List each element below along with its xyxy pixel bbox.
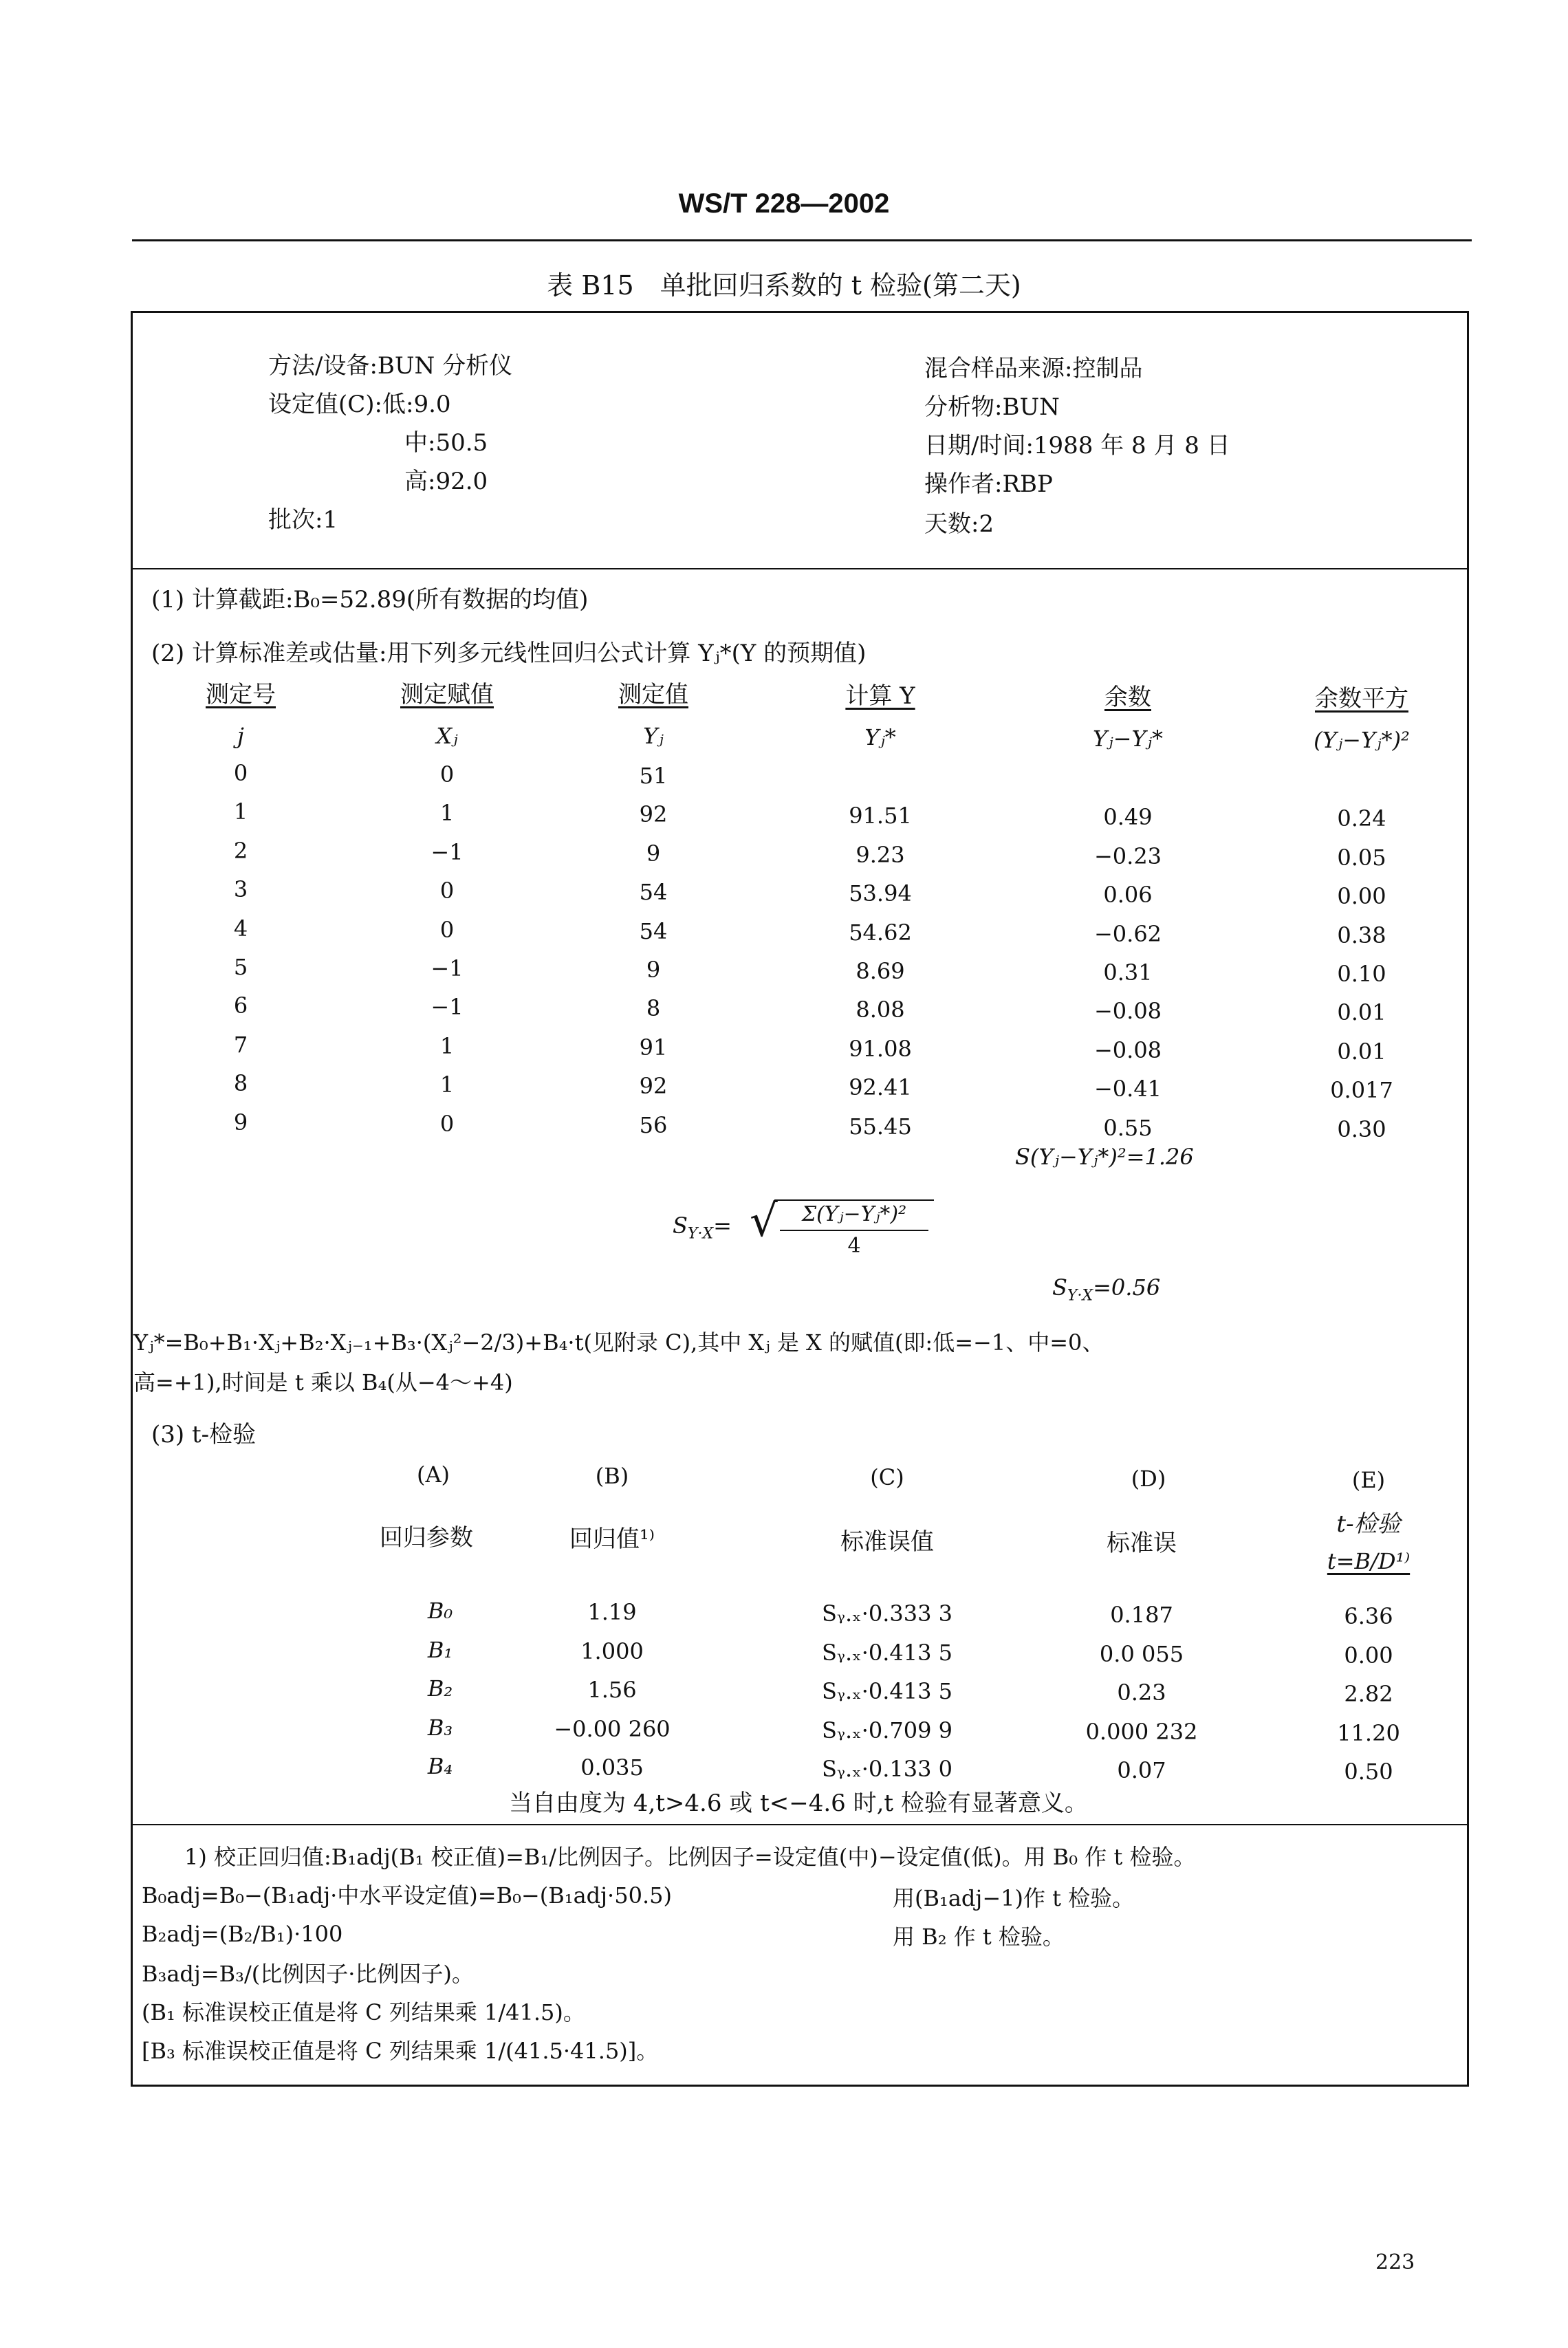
t-test-cell: 0.000 232 (1085, 1718, 1198, 1745)
model-line-2: 高=+1),时间是 t 乘以 B₄(从−4～+4) (133, 1369, 513, 1395)
t-test-cell: 11.20 (1337, 1719, 1400, 1746)
col-symbol-x: Xⱼ (436, 723, 458, 749)
residual-cell: 54 (639, 917, 668, 944)
residual-cell: 0.01 (1337, 1038, 1386, 1065)
info-analyte: 分析物:BUN (924, 393, 1060, 421)
residual-cell: 7 (233, 1031, 248, 1058)
t-test-cell: B₃ (427, 1714, 453, 1741)
residual-sum: S(Yⱼ−Yⱼ*)²=1.26 (1015, 1144, 1194, 1170)
t-test-cell: 0.0 055 (1099, 1640, 1184, 1667)
residual-cell: 0 (439, 1110, 455, 1137)
residual-cell: 1 (439, 1032, 455, 1059)
info-day: 天数:2 (924, 510, 994, 538)
residual-cell: 2 (233, 837, 248, 864)
col-header-residual: 余数 (1104, 684, 1151, 711)
formula-result (1052, 1274, 1161, 1305)
residual-cell: 9.23 (856, 841, 905, 868)
residual-cell: 54 (639, 879, 668, 906)
formula-numerator: Σ(Yⱼ−Yⱼ*)² (801, 1202, 907, 1226)
col-header-residual-sq: 余数平方 (1315, 685, 1408, 713)
residual-cell: 91.08 (849, 1035, 912, 1062)
formula-lhs (673, 1212, 732, 1243)
residual-cell: −1 (431, 838, 464, 865)
col-header-value: 回归值¹⁾ (569, 1525, 655, 1553)
col-symbol-ystar: Yⱼ* (864, 724, 896, 750)
step1-intercept: (1) 计算截距:B₀=52.89(所有数据的均值) (151, 586, 589, 613)
table-title: 表 B15 单批回归系数的 t 检验(第二天) (547, 270, 1021, 301)
info-divider (131, 568, 1469, 569)
residual-cell: −0.41 (1093, 1076, 1162, 1102)
residual-cell: 9 (646, 957, 661, 983)
residual-cell: 3 (233, 876, 248, 903)
table-frame (131, 311, 1469, 2087)
t-test-cell: Sᵧ.ₓ·0.133 0 (821, 1756, 952, 1782)
t-test-cell: 0.035 (580, 1754, 644, 1781)
t-test-cell: 0.187 (1110, 1602, 1173, 1628)
formula-lhs-s: S (673, 1213, 688, 1239)
residual-cell: 92.41 (849, 1074, 912, 1101)
t-test-cell: 0.50 (1344, 1759, 1393, 1785)
page-number: 223 (1375, 2250, 1415, 2274)
footnote-1: 1) 校正回归值:B₁adj(B₁ 校正值)=B₁/比例因子。比例因子=设定值(中)−设定值(低)。用 B₀ 作 t 检验。 (184, 1844, 1196, 1870)
formula-result-sub: Y·X (1067, 1287, 1093, 1305)
col-symbol-resid: Yⱼ−Yⱼ* (1093, 726, 1163, 752)
residual-cell: 0.10 (1337, 961, 1386, 987)
col-header-calc: 计算 Y (845, 682, 915, 710)
residual-cell: 92 (639, 801, 668, 828)
t-test-cell: 2.82 (1344, 1681, 1393, 1707)
residual-cell: 4 (233, 915, 248, 942)
residual-cell: 8.08 (856, 997, 905, 1023)
residual-cell: 9 (646, 840, 661, 867)
sqrt-overline (774, 1199, 934, 1201)
residual-cell: 0.31 (1103, 959, 1153, 986)
residual-cell: 92 (639, 1073, 668, 1100)
t-test-cell: Sᵧ.ₓ·0.413 5 (821, 1678, 952, 1704)
col-letter-b: (B) (595, 1463, 629, 1489)
t-test-cell: B₀ (427, 1598, 453, 1624)
residual-cell: 0.24 (1337, 805, 1386, 832)
residual-cell: −0.62 (1093, 920, 1162, 947)
col-header-se: 标准误 (1107, 1530, 1177, 1557)
formula-lhs-sub: Y·X (687, 1225, 714, 1243)
t-test-cell: 1.56 (587, 1677, 637, 1703)
residual-cell: 6 (233, 992, 248, 1019)
residual-cell: 1 (439, 800, 455, 827)
col-letter-e: (E) (1351, 1467, 1386, 1493)
header-rule (132, 239, 1472, 241)
document-header: WS/T 228—2002 (678, 188, 890, 219)
residual-cell: 1 (439, 1072, 455, 1098)
t-test-cell: 0.00 (1344, 1642, 1393, 1668)
significance-note: 当自由度为 4,t>4.6 或 t<−4.6 时,t 检验有显著意义。 (509, 1790, 1088, 1817)
info-setpoint-low: 设定值(C):低:9.0 (268, 391, 451, 418)
col-subheader-ttest: t=B/D¹⁾ (1327, 1548, 1411, 1574)
residual-cell: 8.69 (856, 958, 905, 984)
residual-cell: 0.49 (1103, 804, 1153, 831)
col-symbol-y: Yⱼ (643, 723, 664, 749)
residual-cell: 0.05 (1337, 844, 1386, 871)
t-test-cell: Sᵧ.ₓ·0.413 5 (821, 1639, 952, 1666)
t-test-cell: 1.19 (587, 1599, 637, 1625)
sqrt-sign: √ (750, 1196, 778, 1247)
residual-cell: 0.38 (1337, 922, 1386, 948)
residual-cell: 0.30 (1337, 1116, 1386, 1142)
col-symbol-j: j (237, 723, 244, 749)
formula-result-s: S (1052, 1274, 1067, 1301)
step2-std: (2) 计算标准差或估量:用下列多元线性回归公式计算 Yⱼ*(Y 的预期值) (151, 640, 867, 667)
col-header-run: 测定号 (206, 681, 276, 708)
info-operator: 操作者:RBP (924, 470, 1053, 498)
info-setpoint-high: 高:92.0 (404, 468, 488, 495)
footnote-b2adj: B₂adj=(B₂/B₁)·100 (142, 1921, 343, 1947)
residual-cell: 0.00 (1337, 883, 1386, 910)
t-test-cell: 0.23 (1117, 1680, 1166, 1706)
residual-cell: −1 (431, 955, 464, 981)
info-method: 方法/设备:BUN 分析仪 (268, 352, 513, 380)
col-header-param: 回归参数 (380, 1524, 473, 1552)
info-setpoint-mid: 中:50.5 (404, 429, 488, 457)
residual-cell: 55.45 (849, 1113, 912, 1140)
t-test-cell: 1.000 (580, 1638, 644, 1664)
footnote-b3-se: [B₃ 标准误校正值是将 C 列结果乘 1/(41.5·41.5)]。 (142, 2038, 659, 2064)
footnote-b0adj: B₀adj=B₀−(B₁adj·中水平设定值)=B₀−(B₁adj·50.5) (142, 1882, 672, 1909)
formula-result-value: =0.56 (1093, 1274, 1161, 1301)
footnote-b1-se: (B₁ 标准误校正值是将 C 列结果乘 1/41.5)。 (142, 1999, 585, 2025)
col-letter-a: (A) (416, 1461, 450, 1488)
t-test-cell: 6.36 (1344, 1603, 1393, 1629)
residual-cell: −0.08 (1093, 998, 1162, 1025)
residual-cell: 0 (439, 878, 455, 904)
residual-cell: 0.017 (1330, 1077, 1393, 1104)
residual-cell: 0 (439, 916, 455, 943)
residual-cell: 8 (646, 995, 661, 1022)
model-line-1: Yⱼ*=B₀+B₁·Xⱼ+B₂·Xⱼ₋₁+B₃·(Xⱼ²−2/3)+B₄·t(见附录 C),其中 Xⱼ 是 X 的赋值(即:低=−1、中=0、 (133, 1329, 1104, 1356)
info-batch: 批次:1 (268, 506, 338, 534)
residual-cell: 0.06 (1103, 882, 1153, 909)
col-letter-c: (C) (870, 1464, 904, 1490)
footnote-b1-test: 用(B₁adj−1)作 t 检验。 (893, 1885, 1135, 1911)
residual-cell: 51 (639, 763, 668, 789)
t-test-cell: B₁ (427, 1636, 453, 1663)
residual-cell: 9 (233, 1109, 248, 1135)
t-test-cell: B₄ (427, 1753, 453, 1779)
col-header-se-value: 标准误值 (840, 1528, 934, 1556)
col-header-measured: 测定值 (618, 681, 688, 708)
formula-denominator: 4 (847, 1234, 861, 1258)
t-test-cell: B₂ (427, 1675, 453, 1702)
step3-ttest: (3) t-检验 (151, 1421, 257, 1448)
residual-cell: 0.55 (1103, 1114, 1153, 1141)
residual-cell: 91.51 (849, 803, 912, 829)
residual-cell: 8 (233, 1070, 248, 1097)
residual-cell: 0 (233, 760, 248, 786)
formula-equals: = (713, 1213, 732, 1239)
residual-cell: 56 (639, 1111, 668, 1138)
residual-cell: 54.62 (849, 919, 912, 946)
residual-cell: −0.23 (1093, 843, 1162, 869)
residual-cell: 0 (439, 761, 455, 787)
footnote-divider (131, 1824, 1469, 1825)
residual-cell: 91 (639, 1034, 668, 1061)
footnote-b2-test: 用 B₂ 作 t 检验。 (893, 1924, 1065, 1950)
col-letter-d: (D) (1131, 1466, 1166, 1492)
info-sample-source: 混合样品来源:控制品 (924, 355, 1143, 382)
col-symbol-residsq: (Yⱼ−Yⱼ*)² (1314, 727, 1410, 753)
residual-cell: 1 (233, 798, 248, 825)
t-test-cell: Sᵧ.ₓ·0.333 3 (821, 1600, 952, 1627)
fraction-bar (780, 1230, 928, 1231)
residual-cell: 5 (233, 954, 248, 980)
col-header-assigned: 测定赋值 (400, 681, 494, 708)
t-test-cell: Sᵧ.ₓ·0.709 9 (821, 1717, 952, 1743)
t-test-cell: −0.00 260 (554, 1715, 671, 1742)
residual-cell: −0.08 (1093, 1036, 1162, 1063)
col-header-ttest: t-检验 (1336, 1510, 1401, 1538)
residual-cell: −1 (431, 994, 464, 1021)
info-date: 日期/时间:1988 年 8 月 8 日 (924, 432, 1230, 459)
t-test-cell: 0.07 (1117, 1757, 1166, 1783)
residual-cell: 0.01 (1337, 999, 1386, 1026)
footnote-b3adj: B₃adj=B₃/(比例因子·比例因子)。 (142, 1961, 474, 1987)
residual-cell: 53.94 (849, 880, 912, 907)
